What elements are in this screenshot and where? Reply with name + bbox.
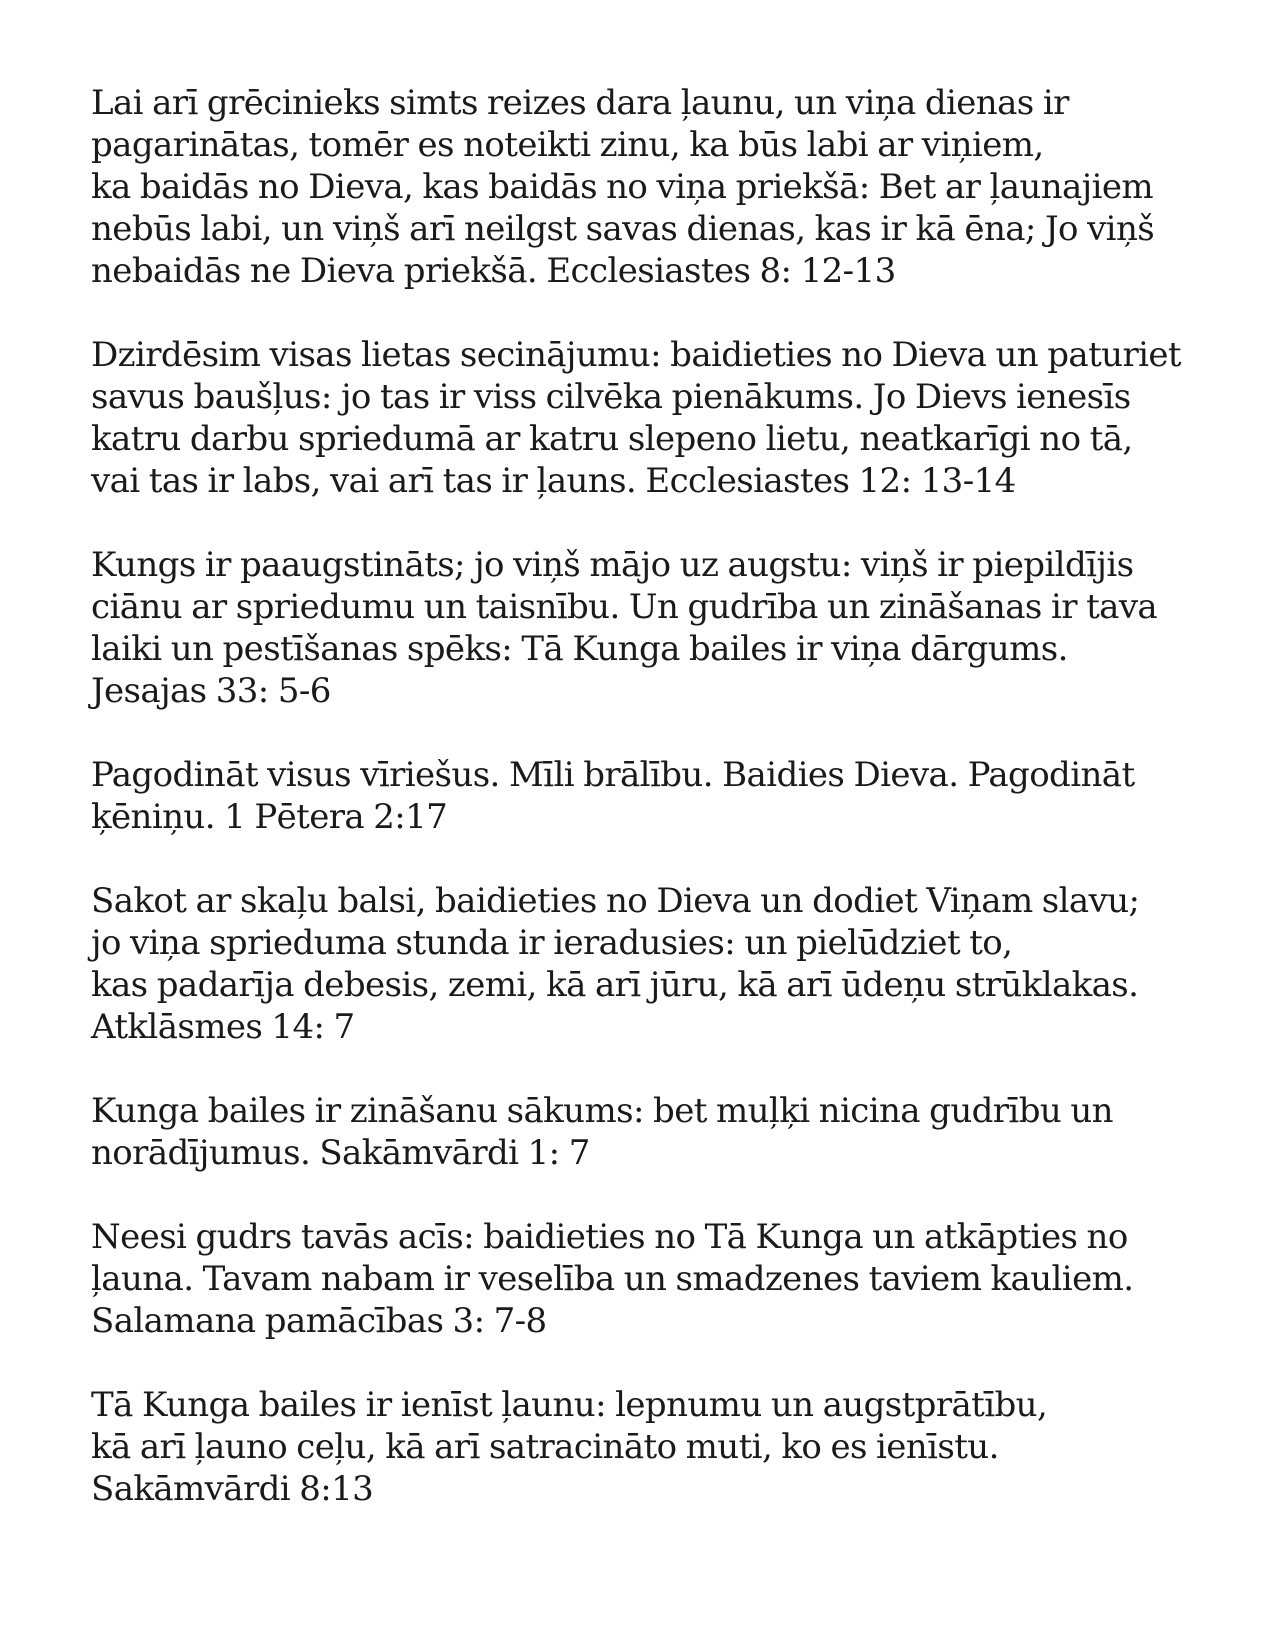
verse-line: nebaidās ne Dieva priekšā. Ecclesiastes 8: 12-13: [91, 251, 896, 291]
verse-paragraph-8: [91, 1384, 1241, 1510]
verse-line: Kungs ir paaugstināts; jo viņš mājo uz augstu: viņš ir piepildījis: [91, 545, 1134, 585]
verse-line: ka baidās no Dieva, kas baidās no viņa priekšā: Bet ar ļaunajiem: [91, 167, 1154, 207]
verse-paragraph-6: [91, 1090, 1241, 1174]
verse-line: Jesajas 33: 5-6: [91, 671, 331, 711]
verse-paragraph-2: [91, 334, 1241, 502]
verse-line: norādījumus. Sakāmvārdi 1: 7: [91, 1133, 590, 1173]
verse-paragraph-1: [91, 82, 1241, 292]
verse-paragraph-7: [91, 1216, 1241, 1342]
verse-line: jo viņa sprieduma stunda ir ieradusies: un pielūdziet to,: [91, 923, 1013, 963]
verse-line: kas padarīja debesis, zemi, kā arī jūru, kā arī ūdeņu strūklakas.: [91, 965, 1139, 1005]
verse-line: ķēniņu. 1 Pētera 2:17: [91, 797, 448, 837]
verse-line: savus baušļus: jo tas ir viss cilvēka pienākums. Jo Dievs ienesīs: [91, 377, 1131, 417]
verse-line: pagarinātas, tomēr es noteikti zinu, ka būs labi ar viņiem,: [91, 125, 1044, 165]
verse-line: ļauna. Tavam nabam ir veselība un smadzenes taviem kauliem.: [91, 1259, 1134, 1299]
verse-line: nebūs labi, un viņš arī neilgst savas dienas, kas ir kā ēna; Jo viņš: [91, 209, 1155, 249]
verse-line: laiki un pestīšanas spēks: Tā Kunga bailes ir viņa dārgums.: [91, 629, 1068, 669]
verse-line: Dzirdēsim visas lietas secinājumu: baidieties no Dieva un paturiet: [91, 335, 1181, 375]
verse-line: Atklāsmes 14: 7: [91, 1007, 355, 1047]
verse-line: vai tas ir labs, vai arī tas ir ļauns. Ecclesiastes 12: 13-14: [91, 461, 1016, 501]
verse-line: kā arī ļauno ceļu, kā arī satracināto muti, ko es ienīstu.: [91, 1427, 999, 1467]
verse-line: katru darbu spriedumā ar katru slepeno lietu, neatkarīgi no tā,: [91, 419, 1133, 459]
verse-line: Sakāmvārdi 8:13: [91, 1469, 374, 1509]
verse-line: ciānu ar spriedumu un taisnību. Un gudrība un zināšanas ir tava: [91, 587, 1158, 627]
document-page: [91, 82, 1241, 1552]
verse-line: Kunga bailes ir zināšanu sākums: bet muļķi nicina gudrību un: [91, 1091, 1113, 1131]
verse-line: Salamana pamācības 3: 7-8: [91, 1301, 547, 1341]
verse-line: Tā Kunga bailes ir ienīst ļaunu: lepnumu un augstprātību,: [91, 1385, 1048, 1425]
verse-line: Lai arī grēcinieks simts reizes dara ļaunu, un viņa dienas ir: [91, 83, 1069, 123]
verse-line: Pagodināt visus vīriešus. Mīli brālību. Baidies Dieva. Pagodināt: [91, 755, 1135, 795]
verse-line: Neesi gudrs tavās acīs: baidieties no Tā Kunga un atkāpties no: [91, 1217, 1128, 1257]
verse-paragraph-4: [91, 754, 1241, 838]
verse-paragraph-5: [91, 880, 1241, 1048]
verse-line: Sakot ar skaļu balsi, baidieties no Dieva un dodiet Viņam slavu;: [91, 881, 1140, 921]
verse-paragraph-3: [91, 544, 1241, 712]
